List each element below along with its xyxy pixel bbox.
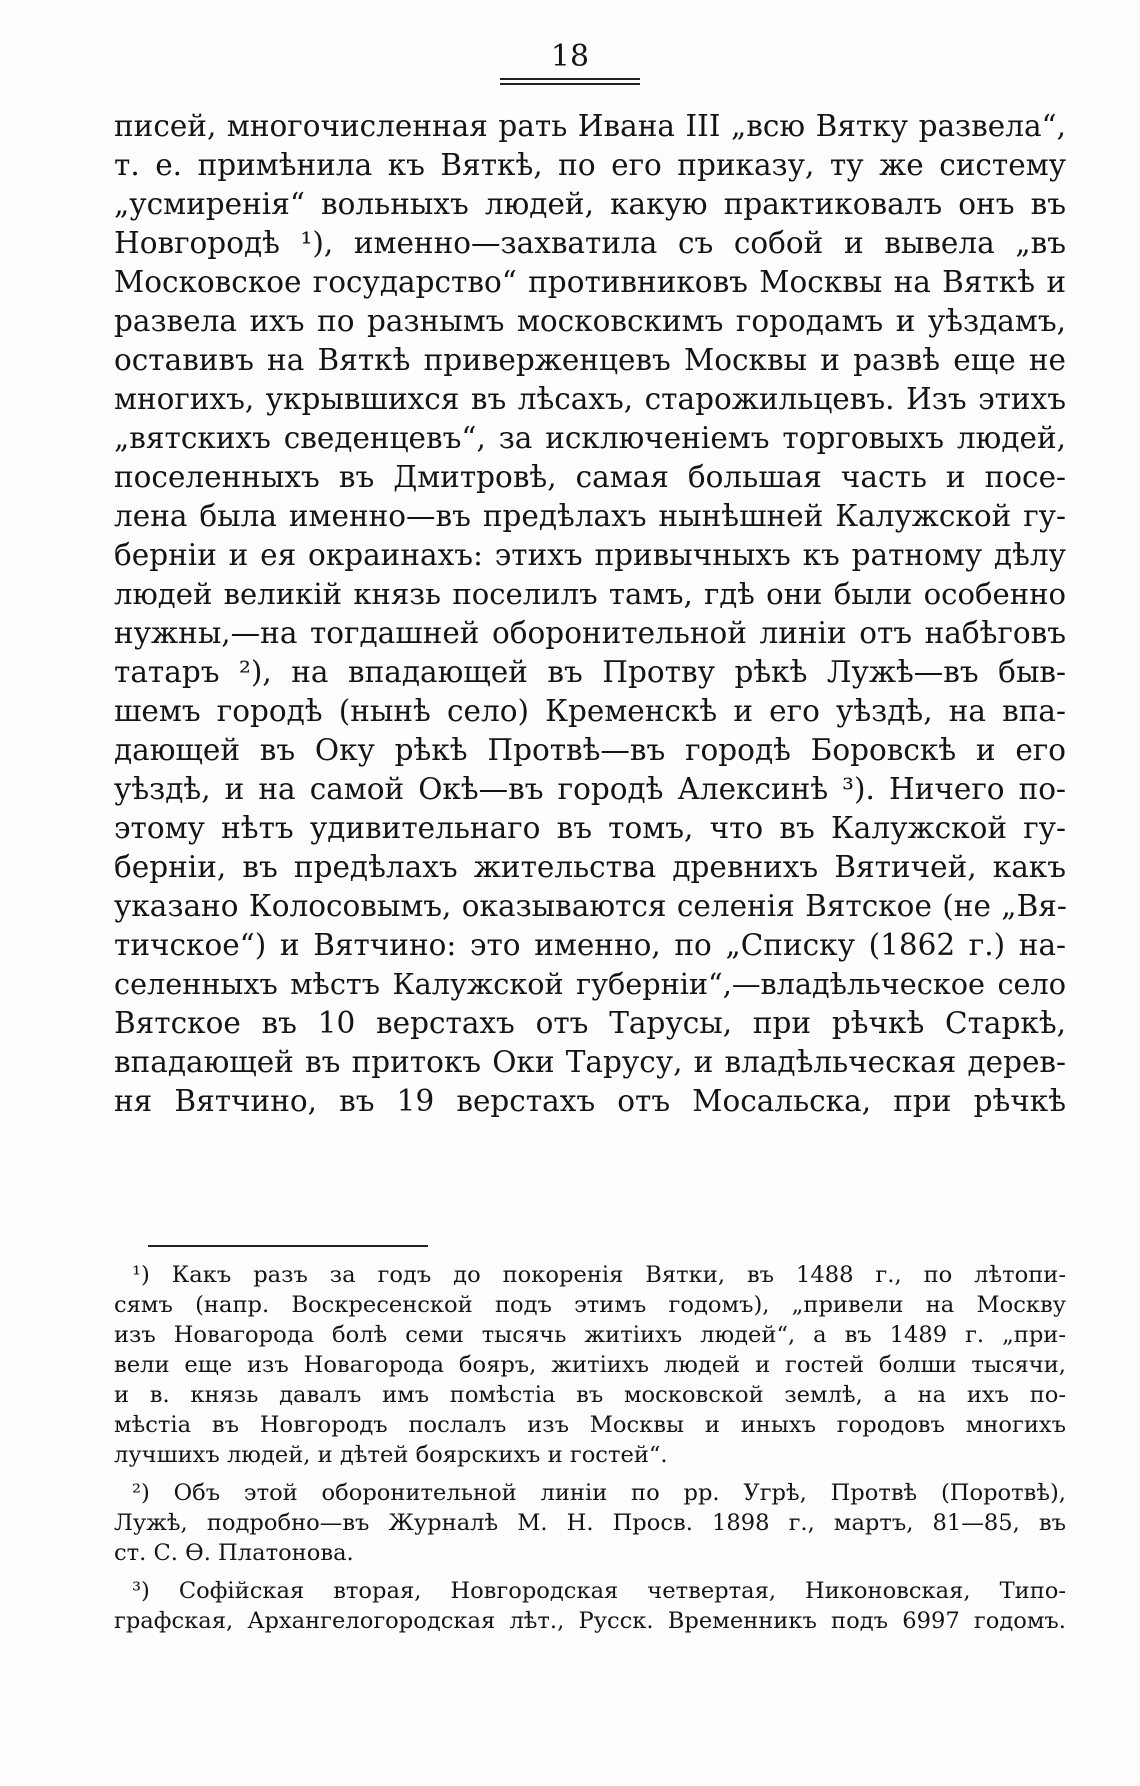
body-line: указано Колосовымъ, оказываются селенія Вятское (не „Вя- xyxy=(114,889,1067,923)
body-line: уѣздѣ, и на самой Окѣ—въ городѣ Алексинѣ ³). Ничего по- xyxy=(114,772,1066,806)
body-line: татаръ ²), на впадающей въ Протву рѣкѣ Лужѣ—въ быв- xyxy=(114,655,1066,689)
body-line: ня Вятчино, въ 19 верстахъ отъ Мосальска, при рѣчкѣ xyxy=(114,1084,1066,1118)
body-line: впадающей въ притокъ Оки Тарусу, и владѣльческая дерев- xyxy=(114,1045,1066,1079)
footnote-line: мѣстіа въ Новгородъ послалъ изъ Москвы и иныхъ городовъ многихъ xyxy=(114,1412,1066,1438)
body-line: Московское государство“ противниковъ Москвы на Вяткѣ и xyxy=(114,265,1066,299)
footnote-line: Лужѣ, подробно—въ Журналѣ М. Н. Просв. 1898 г., мартъ, 81—85, въ xyxy=(114,1510,1066,1536)
body-line: „вятскихъ сведенцевъ“, за исключеніемъ торговыхъ людей, xyxy=(114,421,1066,455)
body-line: „усмиренія“ вольныхъ людей, какую практиковалъ онъ въ xyxy=(114,187,1066,221)
footnote-line: изъ Новагорода болѣ семи тысячь житіихъ людей“, а въ 1489 г. „при- xyxy=(114,1322,1066,1348)
body-line: Вятское въ 10 верстахъ отъ Тарусы, при рѣчкѣ Старкѣ, xyxy=(114,1006,1066,1040)
body-line: многихъ, укрывшихся въ лѣсахъ, старожильцевъ. Изъ этихъ xyxy=(114,382,1066,416)
body-line: берніи, въ предѣлахъ жительства древнихъ Вятичей, какъ xyxy=(114,850,1066,884)
footnote-line: вели еще изъ Новагорода бояръ, житіихъ людей и гостей болши тысячи, xyxy=(114,1352,1066,1378)
page-number-rule xyxy=(500,78,640,80)
body-line: оставивъ на Вяткѣ приверженцевъ Москвы и развѣ еще не xyxy=(114,343,1066,377)
body-line: людей великій князь поселилъ тамъ, гдѣ они были особенно xyxy=(114,577,1066,611)
body-line: берніи и ея окраинахъ: этихъ привычныхъ къ ратному дѣлу xyxy=(114,538,1066,572)
footnote-line: ²) Объ этой оборонительной линіи по рр. Угрѣ, Протвѣ (Поротвѣ), xyxy=(132,1480,1066,1506)
body-line: тичское“) и Вятчино: это именно, по „Списку (1862 г.) на- xyxy=(114,928,1066,962)
footnote-line: лучшихъ людей, и дѣтей боярскихъ и гостей“. xyxy=(114,1442,668,1468)
body-line: поселенныхъ въ Дмитровѣ, самая большая часть и посе- xyxy=(114,460,1066,494)
body-line: селенныхъ мѣстъ Калужской губерніи“,—владѣльческое село xyxy=(114,967,1066,1001)
body-line: нужны,—на тогдашней оборонительной линіи отъ набѣговъ xyxy=(114,616,1066,650)
body-line: развела ихъ по разнымъ московскимъ городамъ и уѣздамъ, xyxy=(114,304,1066,338)
body-line: этому нѣтъ удивительнаго въ томъ, что въ Калужской гу- xyxy=(114,811,1066,845)
footnote-line: ст. С. Ѳ. Платонова. xyxy=(114,1540,354,1566)
body-line: шемъ городѣ (нынѣ село) Кременскѣ и его уѣздѣ, на впа- xyxy=(114,694,1066,728)
body-line: дающей въ Оку рѣкѣ Протвѣ—въ городѣ Боровскѣ и его xyxy=(114,733,1066,767)
page-number-rule xyxy=(500,83,640,85)
footnote-line: графская, Архангелогородская лѣт., Русск. Временникъ подъ 6997 годомъ. xyxy=(114,1608,1066,1634)
footnote-line: сямъ (напр. Воскресенской подъ этимъ годомъ), „привели на Москву xyxy=(114,1292,1066,1318)
body-line: писей, многочисленная рать Ивана III „всю Вятку развела“, xyxy=(114,109,1066,143)
page-number: 18 xyxy=(550,39,590,74)
body-line: Новгородѣ ¹), именно—захватила съ собой и вывела „въ xyxy=(114,226,1066,260)
body-line: лена была именно—въ предѣлахъ нынѣшней Калужской гу- xyxy=(114,499,1066,533)
footnote-line: ³) Софійская вторая, Новгородская четвертая, Никоновская, Типо- xyxy=(132,1578,1066,1604)
footnote-line: ¹) Какъ разъ за годъ до покоренія Вятки, въ 1488 г., по лѣтопи- xyxy=(132,1262,1066,1288)
footnote-separator xyxy=(148,1245,428,1247)
footnote-line: и в. князь давалъ имъ помѣстіа въ московской землѣ, а на ихъ по- xyxy=(114,1382,1066,1408)
body-line: т. е. примѣнила къ Вяткѣ, по его приказу, ту же систему xyxy=(114,148,1066,182)
